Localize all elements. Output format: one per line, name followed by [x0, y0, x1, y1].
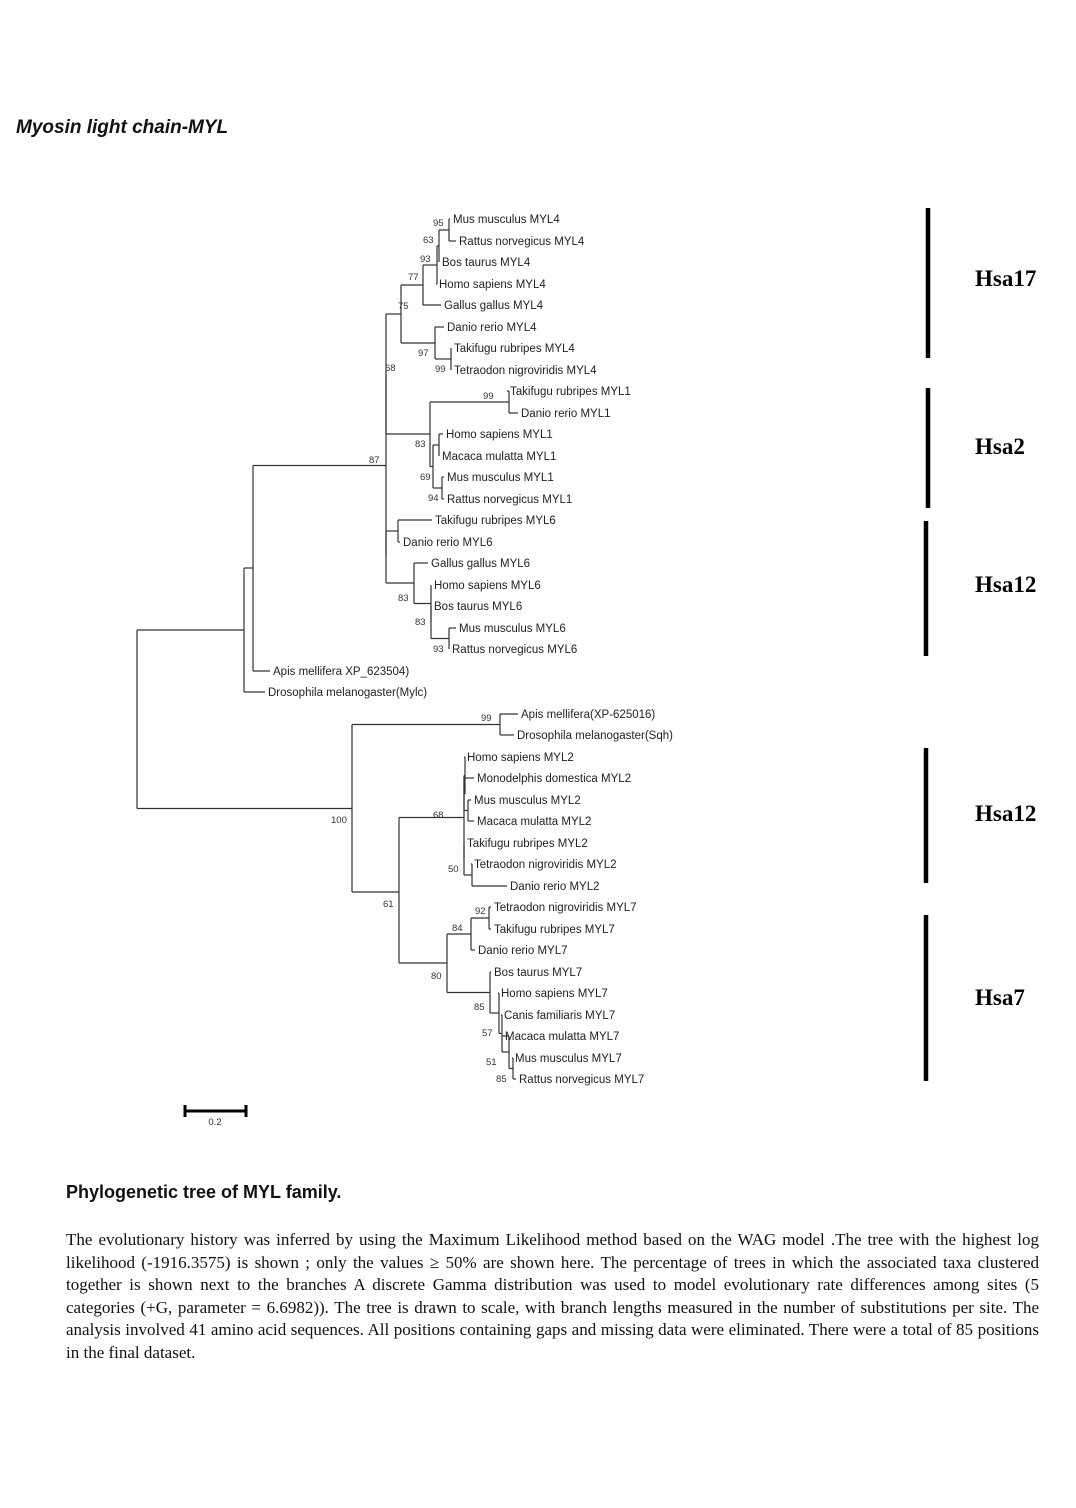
bootstrap-value: 68	[433, 810, 444, 821]
clade-label: Hsa7	[975, 985, 1025, 1010]
bootstrap-value: 75	[398, 301, 409, 312]
bootstrap-value: 100	[331, 815, 347, 826]
page-title: Myosin light chain-MYL	[16, 117, 229, 138]
leaf-label: Apis mellifera(XP-625016)	[521, 709, 656, 721]
clade-label: Hsa12	[975, 572, 1037, 597]
leaf-label: Danio rerio MYL4	[447, 322, 537, 334]
bootstrap-value: 68	[385, 363, 396, 374]
leaf-label: Danio rerio MYL1	[521, 408, 611, 420]
leaf-label: Mus musculus MYL4	[453, 214, 560, 226]
leaf-label: Tetraodon nigroviridis MYL4	[454, 365, 597, 377]
leaf-label: Homo sapiens MYL1	[446, 429, 553, 441]
leaf-label: Takifugu rubripes MYL7	[494, 924, 615, 936]
leaf-label: Bos taurus MYL4	[442, 257, 531, 269]
leaf-label: Homo sapiens MYL7	[501, 988, 608, 1000]
bootstrap-value: 84	[452, 923, 463, 934]
bootstrap-value: 83	[415, 439, 426, 450]
bootstrap-value: 85	[496, 1074, 507, 1085]
leaf-label: Danio rerio MYL6	[403, 537, 493, 549]
leaf-label: Homo sapiens MYL2	[467, 752, 574, 764]
bootstrap-value: 51	[486, 1057, 497, 1068]
clade-label: Hsa12	[975, 801, 1037, 826]
leaf-label: Gallus gallus MYL4	[444, 300, 544, 312]
bootstrap-value: 97	[418, 348, 429, 359]
bootstrap-value: 50	[448, 864, 459, 875]
leaf-label: Rattus norvegicus MYL1	[447, 494, 573, 506]
leaf-label: Takifugu rubripes MYL1	[510, 386, 631, 398]
leaf-label: Mus musculus MYL2	[474, 795, 581, 807]
leaf-label: Rattus norvegicus MYL6	[452, 644, 578, 656]
bootstrap-value: 63	[423, 235, 434, 246]
caption-body: The evolutionary history was inferred by using the Maximum Likelihood method based on the WAG model .The tree with the highest log likelihood (-1916.3575) is shown ; only the values ≥ 50% are shown here. The percentage of trees in which the associated taxa clustered together is shown next to the branches A discrete Gamma distribution was used to model evolutionary rate differences among sites (5 categories (+G, parameter = 6.6982)). The tree is drawn to scale, with branch lengths measured in the number of substitutions per site. The analysis involved 41 amino acid sequences. All positions containing gaps and missing data were eliminated. There were a total of 85 positions in the final dataset.	[66, 1230, 1039, 1362]
bootstrap-value: 93	[433, 644, 444, 655]
bootstrap-value: 87	[369, 455, 380, 466]
leaf-label: Rattus norvegicus MYL4	[459, 236, 585, 248]
bootstrap-value: 94	[428, 493, 439, 504]
leaf-label: Canis familiaris MYL7	[504, 1010, 616, 1022]
leaf-label: Bos taurus MYL7	[494, 967, 583, 979]
leaf-label: Danio rerio MYL7	[478, 945, 568, 957]
leaf-label: Bos taurus MYL6	[434, 601, 523, 613]
leaf-label: Mus musculus MYL7	[515, 1053, 622, 1065]
leaf-label: Danio rerio MYL2	[510, 881, 600, 893]
bootstrap-value: 61	[383, 899, 394, 910]
bootstrap-value: 95	[433, 218, 444, 229]
bootstrap-value: 93	[420, 254, 431, 265]
bootstrap-value: 92	[475, 906, 486, 917]
leaf-label: Tetraodon nigroviridis MYL7	[494, 902, 637, 914]
bootstrap-value: 80	[431, 971, 442, 982]
leaf-label: Homo sapiens MYL6	[434, 580, 541, 592]
bootstrap-value: 99	[435, 364, 446, 375]
bootstrap-value: 57	[482, 1028, 493, 1039]
clade-label: Hsa17	[975, 266, 1037, 291]
leaf-label: Macaca mulatta MYL1	[442, 451, 557, 463]
leaf-label: Mus musculus MYL1	[447, 472, 554, 484]
caption-title: Phylogenetic tree of MYL family.	[66, 1182, 342, 1202]
bootstrap-value: 85	[474, 1002, 485, 1013]
leaf-label: Takifugu rubripes MYL4	[454, 343, 575, 355]
leaf-label: Drosophila melanogaster(Sqh)	[517, 730, 673, 742]
bootstrap-value: 69	[420, 472, 431, 483]
leaf-label: Takifugu rubripes MYL2	[467, 838, 588, 850]
leaf-label: Gallus gallus MYL6	[431, 558, 531, 570]
leaf-label: Tetraodon nigroviridis MYL2	[474, 859, 617, 871]
leaf-label: Macaca mulatta MYL7	[505, 1031, 620, 1043]
leaf-label: Takifugu rubripes MYL6	[435, 515, 556, 527]
leaf-label: Homo sapiens MYL4	[439, 279, 546, 291]
leaf-label: Apis mellifera XP_623504)	[273, 666, 410, 678]
bootstrap-value: 83	[415, 617, 426, 628]
bootstrap-value: 83	[398, 593, 409, 604]
scale-label: 0.2	[208, 1117, 222, 1128]
bootstrap-value: 99	[483, 391, 494, 402]
leaf-label: Mus musculus MYL6	[459, 623, 566, 635]
leaf-label: Drosophila melanogaster(Mylc)	[268, 687, 428, 699]
bootstrap-value: 99	[481, 713, 492, 724]
leaf-label: Rattus norvegicus MYL7	[519, 1074, 645, 1086]
leaf-label: Monodelphis domestica MYL2	[477, 773, 632, 785]
clade-label: Hsa2	[975, 434, 1025, 459]
bootstrap-value: 77	[408, 272, 419, 283]
leaf-label: Macaca mulatta MYL2	[477, 816, 592, 828]
